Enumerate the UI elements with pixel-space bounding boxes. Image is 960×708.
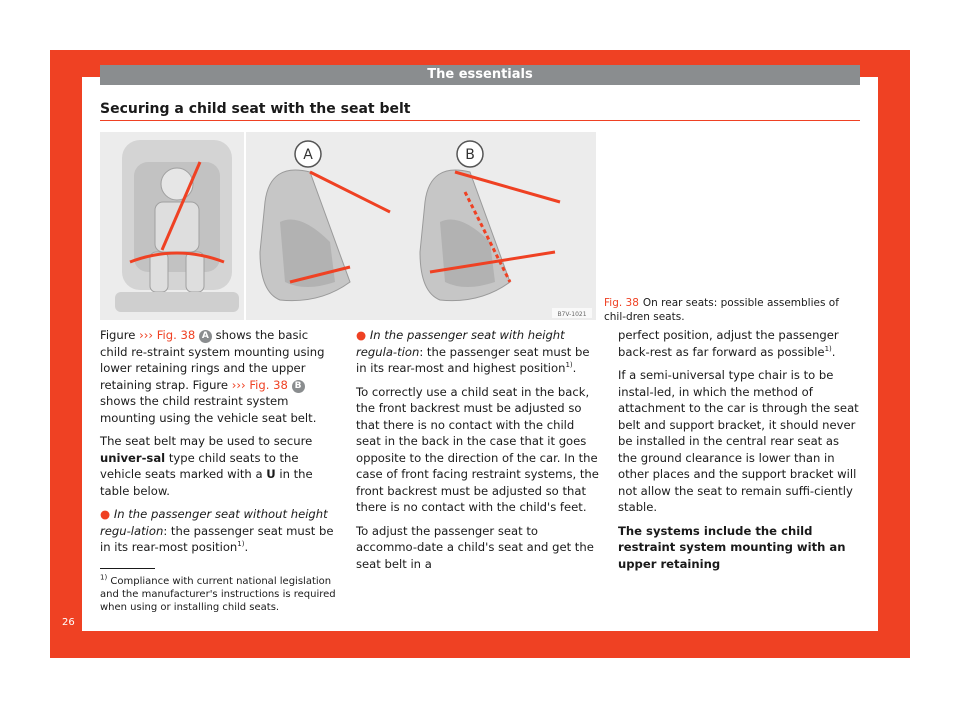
caption-text: On rear seats: possible assemblies of chil-dren seats. (604, 297, 839, 323)
paragraph: To adjust the passenger seat to accommo-date a child's seat and get the seat belt in a (356, 523, 594, 571)
figure-38 (100, 132, 596, 320)
paragraph (100, 433, 338, 499)
bullet-icon: ● (100, 507, 111, 521)
badge-a: A (199, 330, 212, 343)
paragraph (618, 327, 860, 360)
figure-caption (604, 296, 860, 324)
footnote (100, 575, 340, 614)
text-run: . (244, 540, 249, 554)
bullet-paragraph (356, 327, 600, 377)
text-column-2 (356, 327, 600, 579)
figure-link[interactable]: ››› Fig. 38 (231, 377, 288, 392)
text-run: perfect position, adjust the passenger back-rest as far forward as possible (618, 328, 839, 359)
text-column-3 (618, 327, 860, 579)
text-run: . (572, 361, 577, 375)
label-b: B (465, 147, 475, 163)
badge-b: B (292, 380, 305, 393)
bullet-icon: ● (356, 328, 367, 342)
footnote-ref: 1) (824, 344, 832, 353)
text-run: Figure (100, 328, 140, 342)
child-seat-front-view (115, 140, 239, 312)
text-column-1 (100, 327, 338, 563)
text-run: shows the child restraint system mounting using the vehicle seat belt. (100, 394, 317, 425)
text-run: shows the basic child re-straint system mounting using lower retaining rings and the upper retaining strap. Figure (100, 328, 325, 392)
footnote-ref: 1) (565, 361, 573, 370)
footnote-rule (100, 568, 155, 569)
child-seat-illustration (100, 132, 596, 320)
paragraph: To correctly use a child seat in the back, the front backrest must be adjusted so that there is no contact with the child seat in the back in the case that it goes opposite to the direction of the car. In the case of front facing restraint systems, the front backrest must be adjusted so that there is no contact with the child's feet. (356, 384, 599, 514)
bullet-paragraph (100, 506, 338, 556)
chapter-header: The essentials (100, 65, 860, 85)
italic-text: In the passenger seat with height regula-tion (356, 328, 565, 359)
page-number: 26 (62, 617, 75, 628)
figure-link[interactable]: ››› Fig. 38 (139, 328, 196, 342)
figure-divider (244, 132, 246, 320)
footnote-marker: 1) (100, 573, 108, 582)
section-title: Securing a child seat with the seat belt (100, 101, 411, 117)
text-run: : the passenger seat must be in its rear-most and highest position (356, 344, 590, 375)
label-a: A (303, 147, 313, 163)
bold-text: U (266, 467, 276, 481)
text-run: type child seats to the vehicle seats marked with a (100, 450, 299, 481)
caption-label: Fig. 38 (604, 297, 639, 309)
footnote-ref: 1) (237, 540, 245, 549)
text-run: . (831, 344, 836, 359)
bold-paragraph: The systems include the child restraint system mounting with an upper retaining (618, 523, 846, 571)
paragraph (100, 327, 338, 426)
bold-text: univer-sal (100, 450, 166, 465)
italic-text: In the passenger seat without height regu-lation (100, 507, 328, 538)
figure-code: B7V-1021 (557, 311, 587, 318)
text-run: in the table below. (100, 467, 313, 498)
text-run: The seat belt may be used to secure (100, 434, 313, 448)
footnote-text: Compliance with current national legislation and the manufacturer's instructions is required when using or installing child seats. (100, 576, 336, 613)
title-rule (100, 120, 860, 121)
paragraph: If a semi-universal type chair is to be instal-led, in which the method of attachment to the car is through the seat belt and support bracket, it should never be installed in the central rear seat as the ground clearance is lower than in other places and the support bracket will not allow the seat to remain suffi-ciently stable. (618, 368, 859, 514)
text-run: : the passenger seat must be in its rear-most position (100, 523, 334, 554)
